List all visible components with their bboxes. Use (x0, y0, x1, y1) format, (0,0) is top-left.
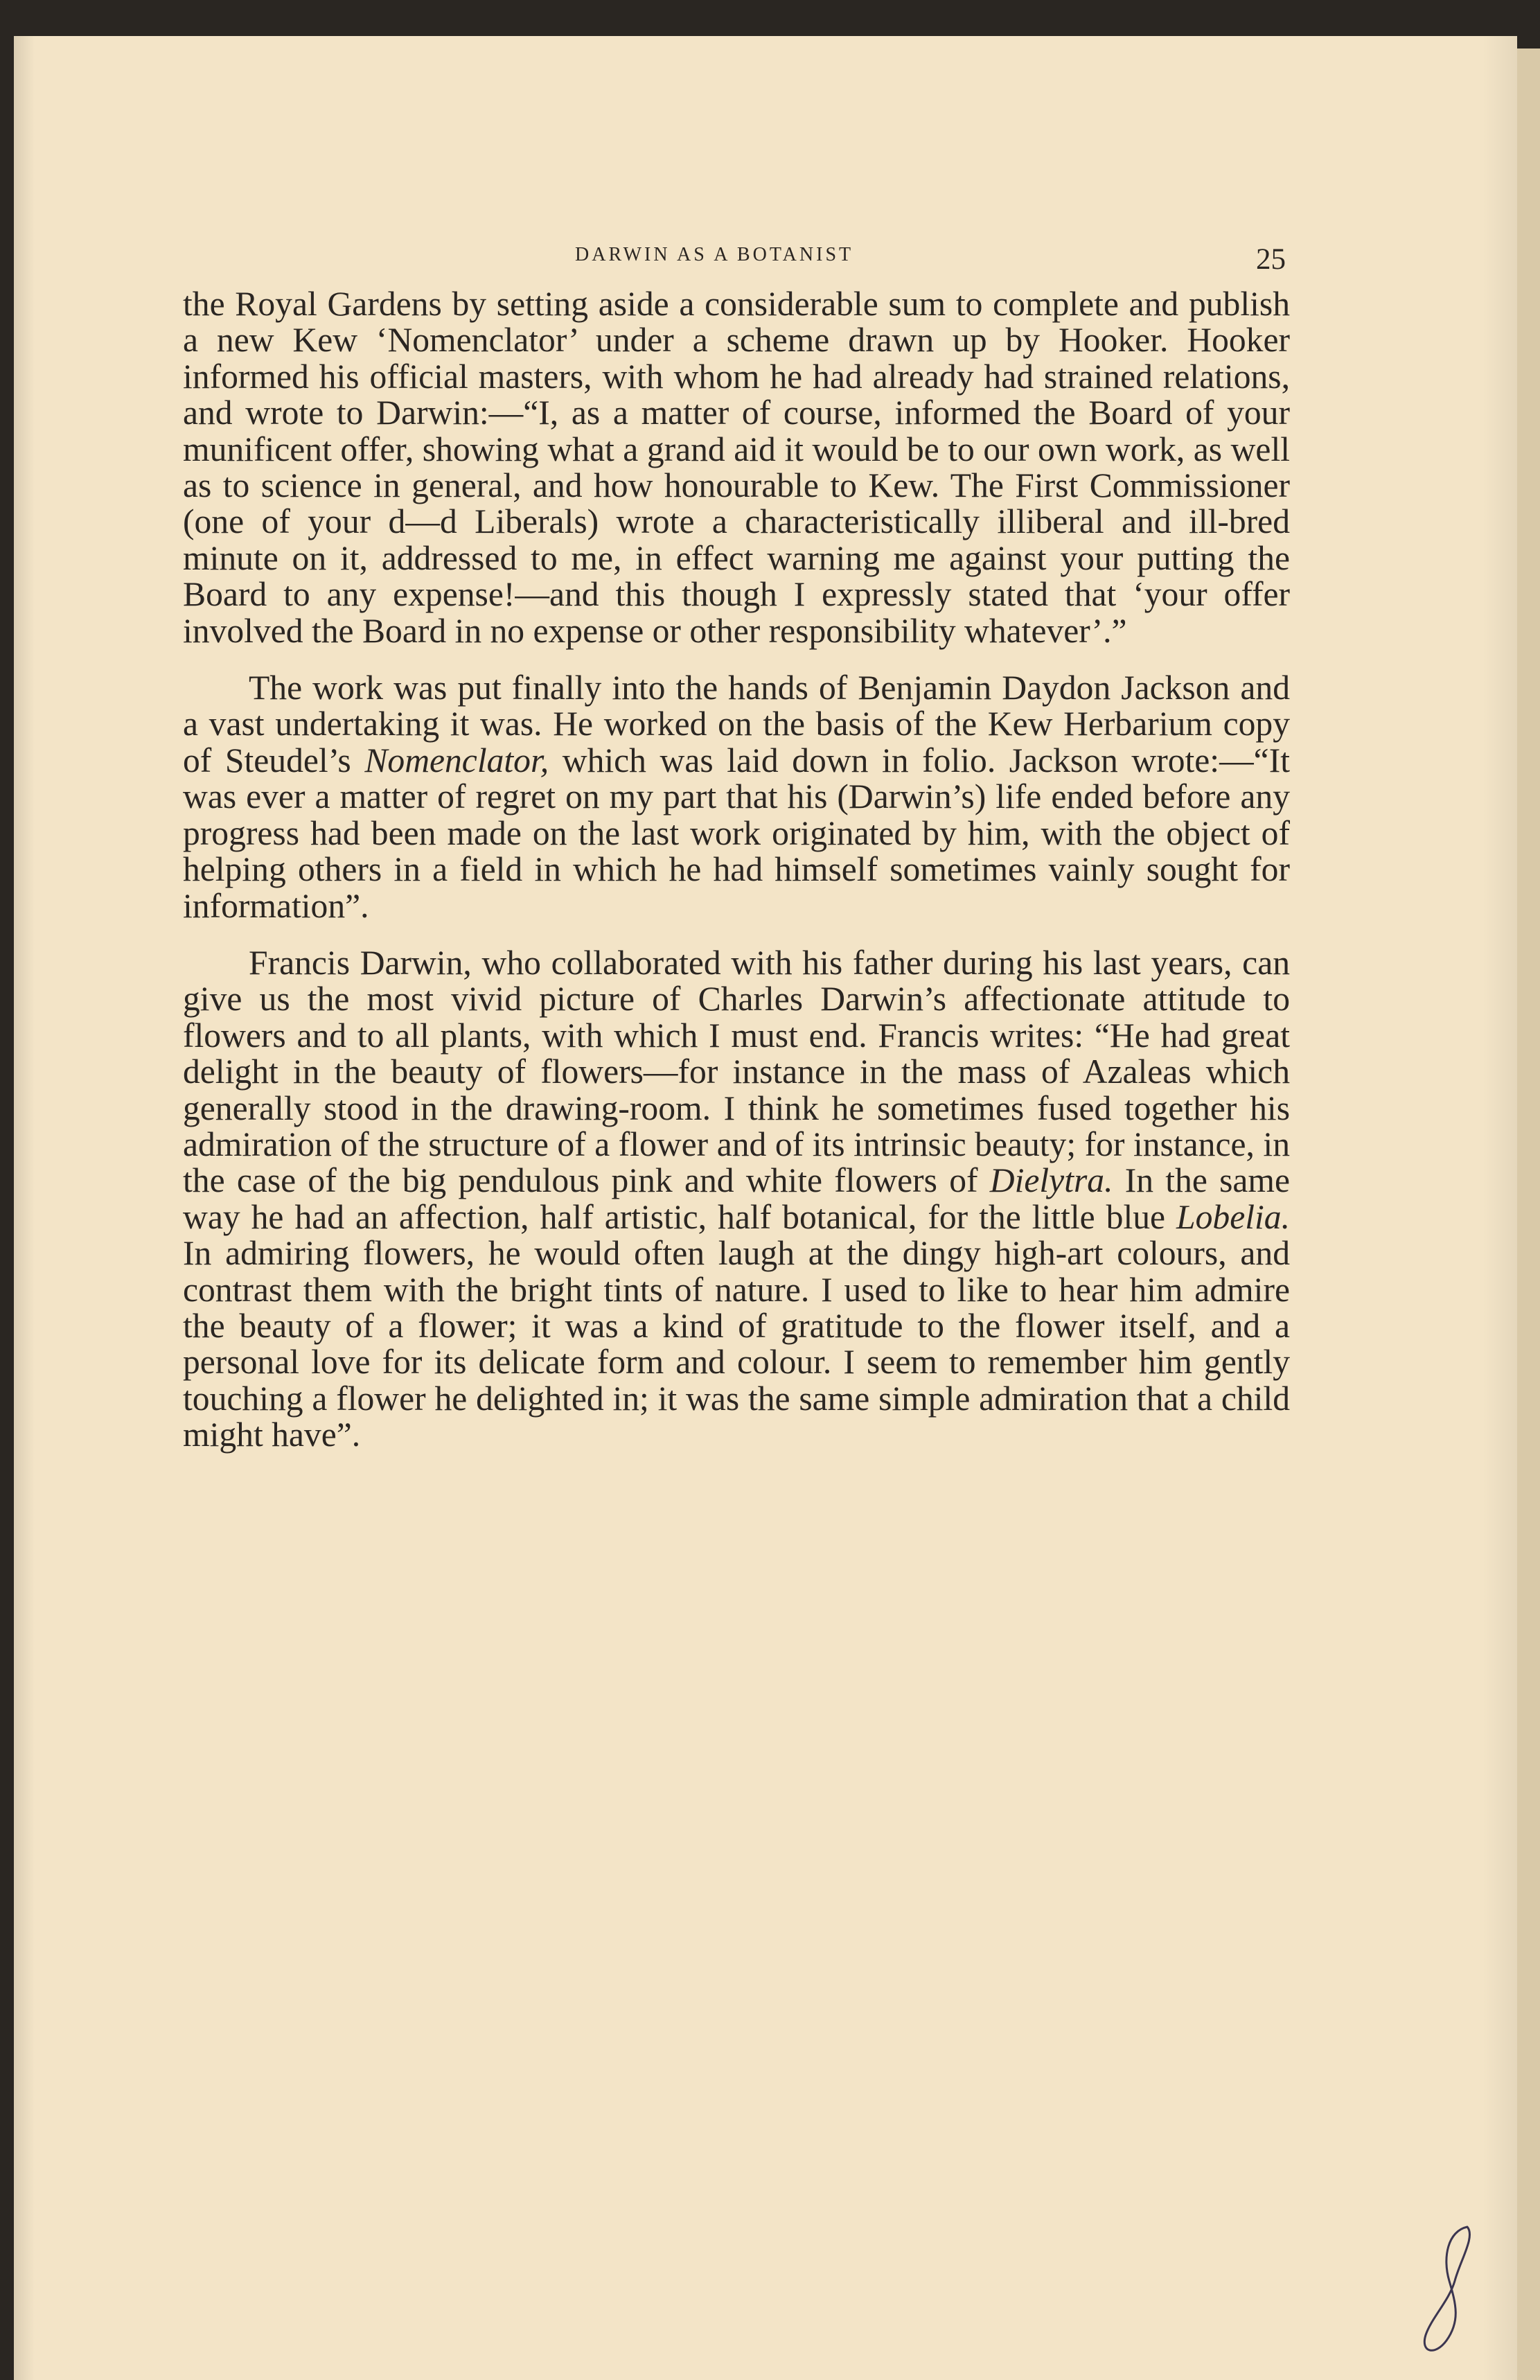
paragraph (183, 670, 1290, 924)
text-run: In admiring flowers, he would often laugh at the dingy high-art colours, and contrast them with the bright tints of nature. I used to like to hear him admire the beauty of a flower; it was a kind of gratitude to the flower itself, and a personal love for its delicate form and colour. I seem to remember him gently touching a flower he delighted in; it was the same simple admiration that a child might have”. (183, 1234, 1290, 1454)
italic-text-run: Lobelia. (1176, 1197, 1290, 1236)
handwritten-folio-mark (1406, 2217, 1489, 2370)
text-run: The work was put finally into the hands of Benjamin Daydon Jackson and a vast undertaking it was. He worked on the basis of the Kew Herbarium copy of Steudel’s (183, 669, 1290, 779)
text-run: the Royal Gardens by setting aside a considerable sum to complete and publish a new Kew ‘Nomenclator’ under a scheme drawn up by Hooker. Hooker informed his official masters, with whom he had already had strained relations, and wrote to Darwin:—“I, as a matter of course, informed the Board of your munificent offer, showing what a grand aid it would be to our own work, as well as to science in general, and how honourable to Kew. The First Commissioner (one of your d—d Liberals) wrote a characteristically illiberal and ill-bred minute on it, addressed to me, in effect warning me against your putting the Board to any expense!—and this though I expressly stated that ‘your offer involved the Board in no expense or other responsibility whatever’.” (183, 285, 1290, 650)
text-run: which was laid down in folio. Jackson wrote:—“It was ever a matter of regret on my part that his (Darwin’s) life ended before any progress had been made on the last work originated by him, with the object of helping others in a field in which he had himself sometimes vainly sought for information”. (183, 741, 1290, 925)
page-number: 25 (1256, 243, 1286, 276)
body-text (183, 286, 1290, 1454)
running-head: DARWIN AS A BOTANIST (575, 244, 854, 265)
paragraph (183, 945, 1290, 1454)
italic-text-run: Dielytra. (989, 1161, 1113, 1200)
text-run: In the same way he had an affection, half artistic, half botanical, for the little blue (183, 1161, 1291, 1236)
text-run: Francis Darwin, who collaborated with his father during his last years, can give us the most vivid picture of Charles Darwin’s affectionate attitude to flowers and to all plants, with which I must end. Francis writes: “He had great delight in the beauty of flowers—for instance in the mass of Azaleas which generally stood in the drawing-room. I think he sometimes fused together his admiration of the structure of a flower and of its intrinsic beauty; for instance, in the case of the big pendulous pink and white flowers of (183, 943, 1290, 1200)
italic-text-run: Nomenclator, (364, 741, 549, 779)
page-edge (1517, 49, 1540, 2380)
paragraph (183, 286, 1290, 649)
